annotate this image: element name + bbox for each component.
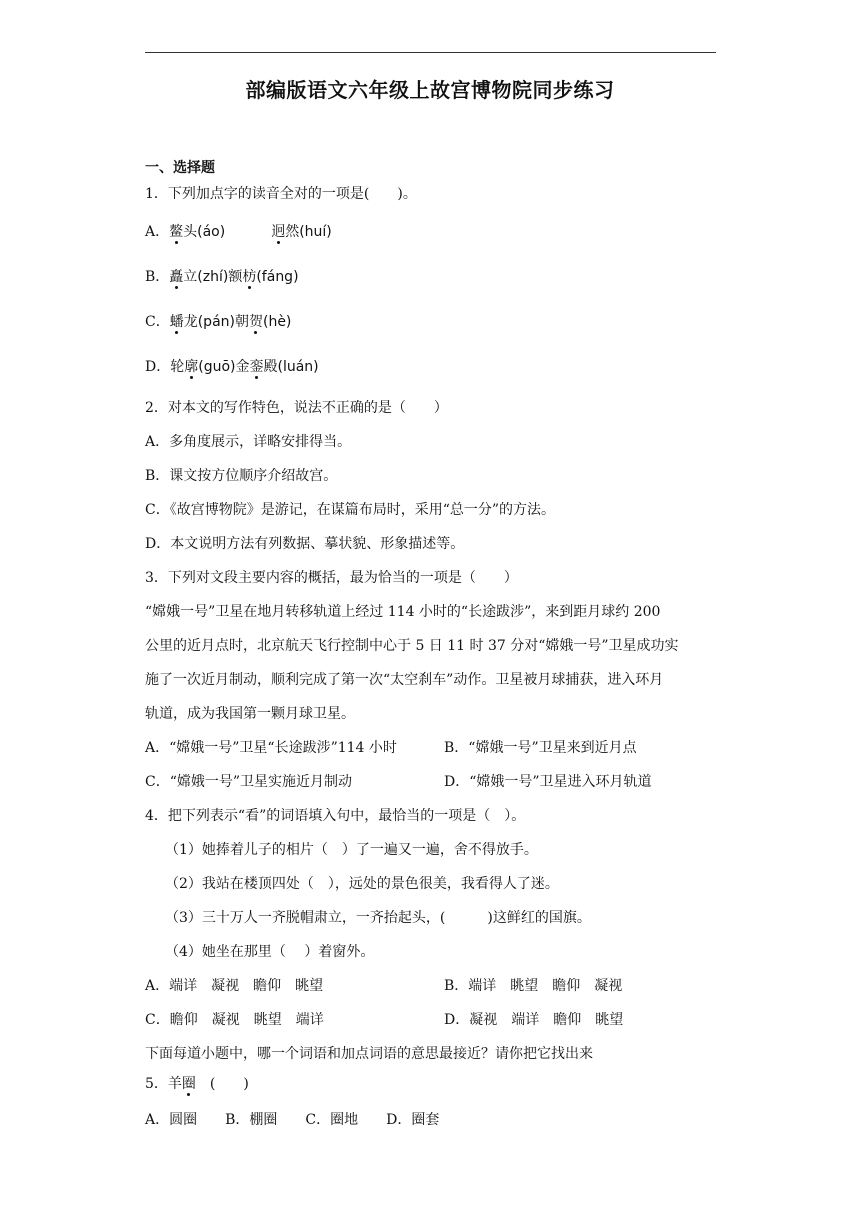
- q5-stem: 5．羊圈 ( ): [145, 1076, 249, 1092]
- q4-sentence-2: （2）我站在楼顶四处（ ），远处的景色很美，我看得人了迷。: [165, 876, 559, 892]
- q3-passage-line-2: 公里的近月点时，北京航天飞行控制中心于 5 日 11 时 37 分对“嫦娥一号”卫星成功实: [145, 638, 679, 654]
- q4-sentence-1: （1）她捧着儿子的相片（ ）了一遍又一遍，舍不得放手。: [165, 842, 538, 858]
- page-title: 部编版语文六年级上故宫博物院同步练习: [245, 78, 615, 102]
- q4-sentence-4: （4）她坐在那里（ ）着窗外。: [165, 944, 375, 960]
- q5-options: A．圆圈 B．棚圈 C．圈地 D．圈套: [145, 1112, 440, 1128]
- q2-option-b: B．课文按方位顺序介绍故宫。: [145, 468, 338, 484]
- q1-option-d: D．轮廓(guō)金銮殿(luán): [145, 359, 319, 375]
- q2-option-c: C．《故宫博物院》是游记，在谋篇布局时，采用“总一分”的方法。: [145, 502, 556, 518]
- q1-stem: 1．下列加点字的读音全对的一项是( )。: [145, 186, 417, 202]
- q4-option-a: A．端详 凝视 瞻仰 眺望: [145, 978, 324, 994]
- q4-sentence-3: （3）三十万人一齐脱帽肃立，一齐抬起头，( )这鲜红的国旗。: [165, 910, 591, 926]
- q3-passage-line-4: 轨道，成为我国第一颗月球卫星。: [145, 706, 355, 722]
- header-rule: [145, 52, 716, 53]
- q1-option-b: B．矗立(zhí)额枋(fáng): [145, 269, 299, 285]
- section-heading: 一、选择题: [145, 160, 215, 176]
- q3-passage-line-1: “嫦娥一号”卫星在地月转移轨道上经过 114 小时的“长途跋涉”，来到距月球约 200: [145, 604, 661, 620]
- q2-option-a: A．多角度展示，详略安排得当。: [145, 434, 352, 450]
- instruction-text: 下面每道小题中，哪一个词语和加点词语的意思最接近？请你把它找出来: [145, 1046, 593, 1062]
- q4-option-c: C．瞻仰 凝视 眺望 端详: [145, 1012, 324, 1028]
- q3-option-d: D．“嫦娥一号”卫星进入环月轨道: [444, 774, 652, 790]
- q3-option-a: A．“嫦娥一号”卫星“长途跋涉”114 小时: [145, 740, 397, 756]
- q3-option-b: B．“嫦娥一号”卫星来到近月点: [444, 740, 637, 756]
- q2-option-d: D．本文说明方法有列数据、摹状貌、形象描述等。: [145, 536, 465, 552]
- q3-passage-line-3: 施了一次近月制动，顺利完成了第一次“太空刹车”动作。卫星被月球捕获，进入环月: [145, 672, 664, 688]
- q4-option-b: B．端详 眺望 瞻仰 凝视: [444, 978, 623, 994]
- q2-stem: 2．对本文的写作特色，说法不正确的是（ ）: [145, 400, 448, 416]
- q4-option-d: D．凝视 端详 瞻仰 眺望: [444, 1012, 624, 1028]
- q1-option-a: A．鳌头(áo) 迥然(huí): [145, 224, 332, 240]
- q3-stem: 3．下列对文段主要内容的概括，最为恰当的一项是（ ）: [145, 570, 518, 586]
- q3-option-c: C．“嫦娥一号”卫星实施近月制动: [145, 774, 353, 790]
- q4-stem: 4．把下列表示“看”的词语填入句中，最恰当的一项是（ ）。: [145, 808, 526, 824]
- q1-option-c: C．蟠龙(pán)朝贺(hè): [145, 314, 292, 330]
